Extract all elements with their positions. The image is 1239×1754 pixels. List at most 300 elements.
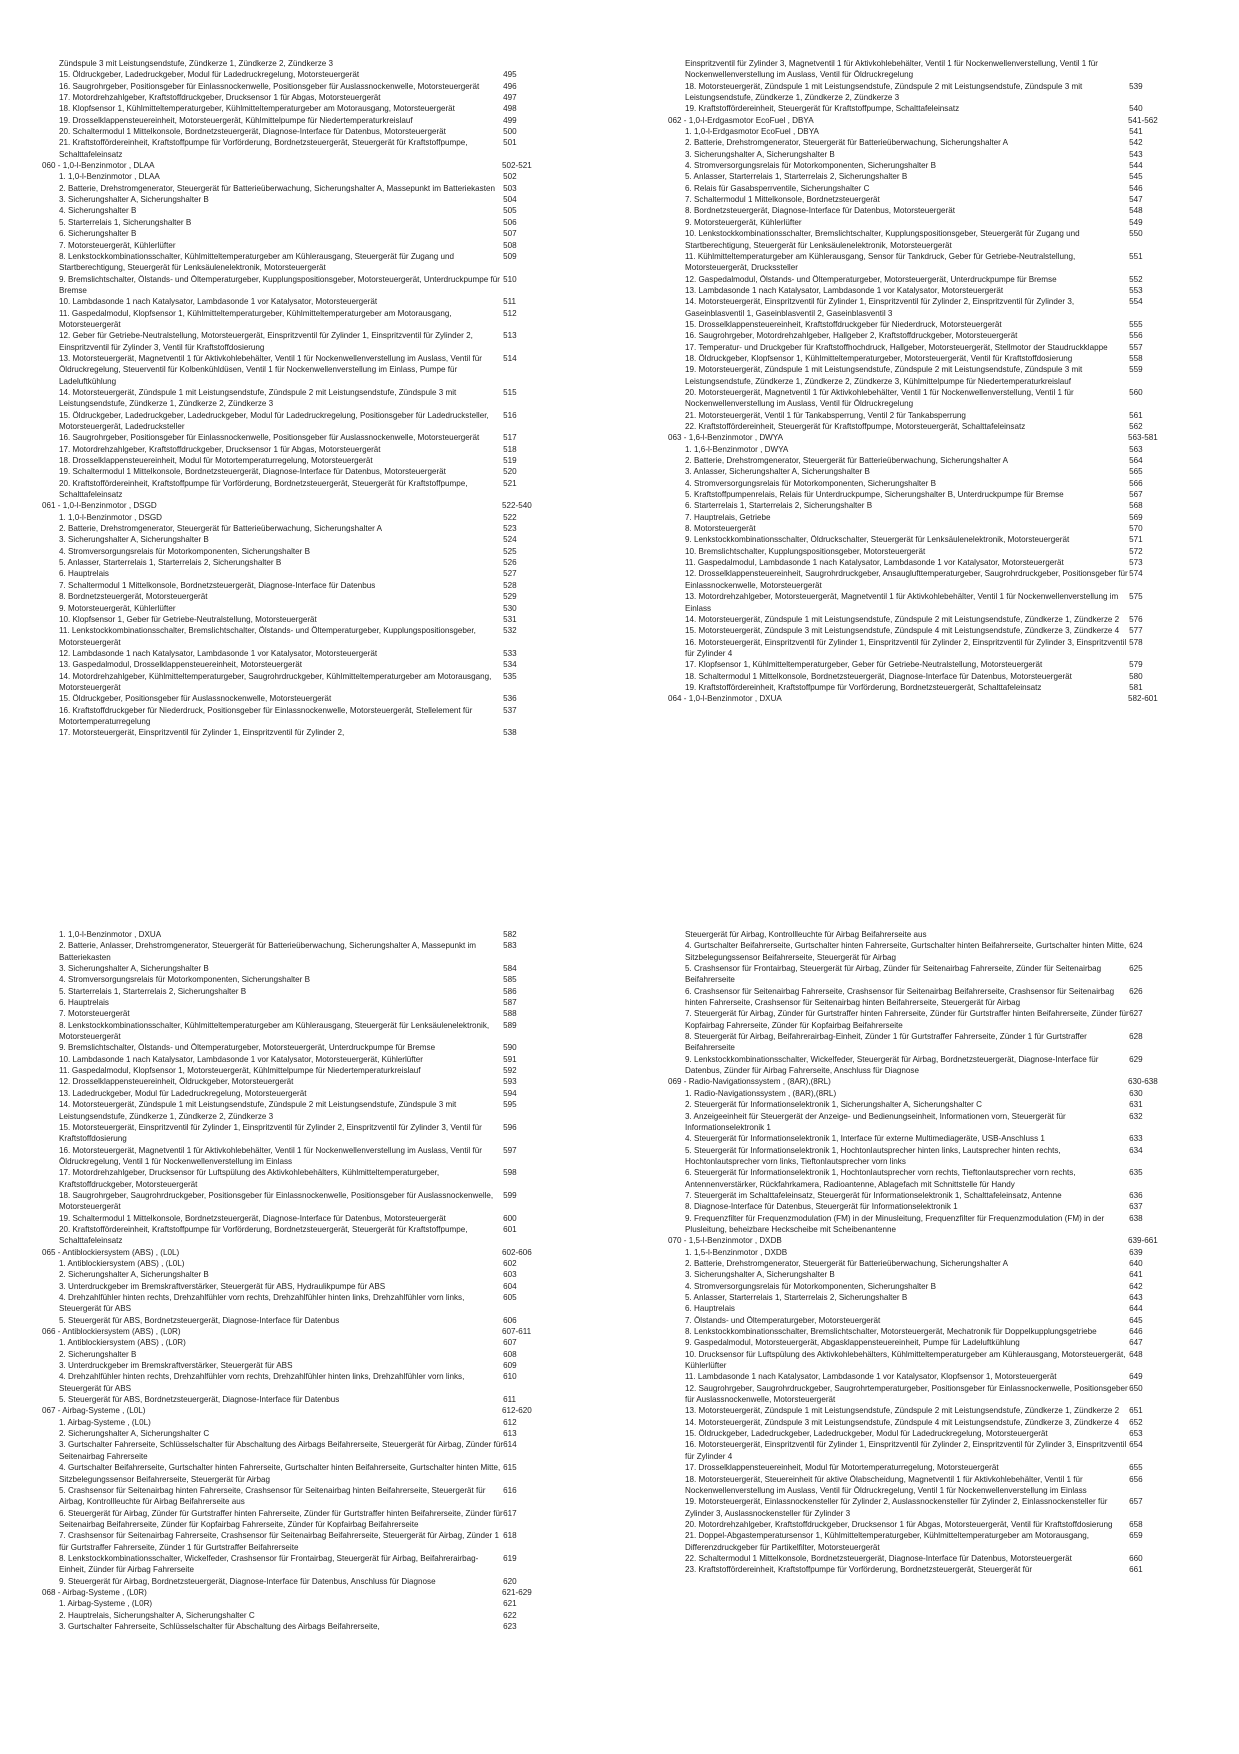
page-number: 635 [1129,1168,1143,1178]
entry-text: 3. Sicherungshalter A, Sicherungshalter B [59,964,209,974]
entry-text: 15. Öldruckgeber, Positionsgeber für Auslassnockenwelle, Motorsteuergerät [59,694,332,704]
page-number: 556 [1129,331,1143,341]
index-entry [668,1213,1173,1236]
page-number: 613 [503,1429,517,1439]
section-title: 068 - Airbag-Systeme , (L0R) [42,1587,147,1597]
page-number: 569 [1129,512,1143,522]
index-entry [42,1190,547,1213]
page-number: 607-611 [502,1327,532,1337]
index-entry [42,444,547,455]
page-number: 567 [1129,490,1143,500]
page-number: 582 [503,930,517,939]
entry-text: 12. Lambdasonde 1 nach Katalysator, Lambdasonde 1 vor Katalysator, Motorsteuergerät [59,648,378,658]
index-entry [42,1167,547,1190]
index-entry [668,963,1173,986]
entry-text: 17. Motorsteuergerät, Einspritzventil für Zylinder 1, Einspritzventil für Zylinder 2, [59,728,345,738]
index-entry [42,330,547,353]
index-entry [668,1349,1173,1372]
index-entry [668,1553,1173,1564]
index-entry [42,1349,547,1360]
entry-text: 4. Gurtschalter Beifahrerseite, Gurtschalter hinten Fahrerseite, Gurtschalter hinten Beifahrerseite, Gurtschalter hinten Mitte, Sitzbelegungssensor Beifahrerseite, Steuergerät für Airbag [685,941,1127,962]
index-entry [668,1564,1173,1575]
entry-text: 3. Unterdruckgeber im Bremskraftverstärker, Steuergerät für ABS, Hydraulikpumpe für ABS [59,1281,386,1291]
entry-text: 3. Gurtschalter Fahrerseite, Schlüsselschalter für Abschaltung des Airbags Beifahrerseite, [59,1621,380,1631]
page-number: 562 [1129,422,1143,431]
index-entry [42,1360,547,1371]
page-number: 499 [503,115,517,125]
index-entry [42,353,547,387]
index-entry [42,1224,547,1247]
entry-text: 1. Antiblockiersystem (ABS) , (L0L) [59,1258,185,1268]
entry-text: 18. Motorsteuergerät, Zündspule 1 mit Leistungsendstufe, Zündspule 2 mit Leistungsendstufe, Zündspule 3 mit Leistungsendstufe, Zündkerze 1, Zündkerze 2, Zündkerze 3 [685,81,1083,103]
entry-text: 18. Drosselklappensteuereinheit, Modul für Motortemperaturregelung, Motorsteuergerät [59,456,373,466]
entry-text: 1. Airbag-Systeme , (L0L) [59,1417,151,1427]
page-number: 570 [1129,524,1143,534]
entry-text: 13. Lambdasonde 1 nach Katalysator, Lambdasonde 1 vor Katalysator, Motorsteuergerät [685,285,1004,295]
entry-text: 16. Saugrohrgeber, Motordrehzahlgeber, Hallgeber 2, Kraftstoffdruckgeber, Motorsteuergerät [685,331,1018,341]
entry-text: 20. Motorsteuergerät, Magnetventil 1 für Aktivkohlebehälter, Ventil 1 für Nockenwellenverstellung, Ventil 1 für Nockenwellenverstellung im Auslass, Ventil für Öldruckregelung [685,387,1074,409]
section-heading [42,1405,547,1416]
entry-text: 13. Motorsteuergerät, Magnetventil 1 für Aktivkohlebehälter, Ventil 1 für Nockenwellenverstellung im Auslass, Ventil für Öldruckregelung, Steuerventil für Kolbenkühldüsen, Ventil 1 für Nockenwellenverstellung im Einlass, Pumpe für Ladeluftkühlung [59,353,482,386]
entry-text: 2. Batterie, Drehstromgenerator, Steuergerät für Batterieüberwachung, Sicherungshalter A [685,456,1009,466]
index-entry [668,1326,1173,1337]
index-entry [668,103,1173,114]
page-number: 637 [1129,1202,1143,1212]
entry-text: 19. Motorsteuergerät, Zündspule 1 mit Leistungsendstufe, Zündspule 2 mit Leistungsendstufe, Zündspule 3 mit Leistungsendstufe, Zündkerze 1, Zündkerze 2, Zündkerze 3, Kühlmittelpumpe für Niedertemperaturkreislauf [685,365,1083,386]
page-number: 584 [503,964,517,974]
entry-text: 15. Motorsteuergerät, Zündspule 3 mit Leistungsendstufe, Zündspule 4 mit Leistungsendstufe, Zündkerze 3, Zündkerze 4 [685,626,1120,636]
page-number: 528 [503,580,517,590]
entry-text: 2. Sicherungshalter A, Sicherungshalter B [59,1270,209,1280]
page-number: 564 [1129,456,1143,466]
index-entry [668,940,1173,963]
index-entry [668,1417,1173,1428]
page-number: 517 [503,433,517,443]
entry-text: 11. Kühlmitteltemperaturgeber am Kühlerausgang, Sensor für Tankdruck, Geber für Getriebe-Neutralstellung, Motorsteuergerät, Druckssteller [685,251,1076,273]
entry-text: 8. Steuergerät für Airbag, Beifahrerairbag-Einheit, Zünder 1 für Gurtstraffer Fahrerseite, Zünder 1 für Gurtstraffer Beifahrerseite [685,1032,1087,1053]
page-number: 641 [1129,1270,1143,1280]
page-number: 611 [503,1395,516,1405]
index-entry [668,455,1173,466]
entry-text: 1. Antiblockiersystem (ABS) , (L0R) [59,1338,186,1348]
index-entry [668,149,1173,160]
page-number: 619 [503,1553,517,1563]
index-entry [668,194,1173,205]
page-number: 521 [503,478,517,488]
index-entry [42,1371,547,1394]
index-entry [668,1054,1173,1077]
entry-text: 2. Batterie, Drehstromgenerator, Steuergerät für Batterieüberwachung, Sicherungshalter A [685,1258,1009,1268]
page-number: 510 [503,274,517,284]
index-entry [42,557,547,568]
page-number: 508 [503,240,517,250]
page-number: 581 [1129,682,1143,692]
entry-text: 15. Öldruckgeber, Ladedruckgeber, Modul für Ladedruckregelung, Motorsteuergerät [59,70,360,80]
index-entry [42,387,547,410]
index-entry [668,58,1173,81]
page-number: 541 [1129,127,1143,137]
index-entry [42,274,547,297]
page-number: 590 [503,1043,517,1053]
page-number: 503 [503,183,517,193]
page-number: 628 [1129,1032,1143,1042]
section-title: 067 - Airbag-Systeme , (L0L) [42,1406,146,1416]
section-heading [668,1235,1173,1246]
index-entry [668,1201,1173,1212]
entry-text: 18. Schaltermodul 1 Mittelkonsole, Bordnetzsteuergerät, Diagnose-Interface für Datenbus, Motorsteuergerät [685,671,1072,681]
index-entry [668,205,1173,216]
index-entry [42,986,547,997]
page-number: 504 [503,195,517,205]
entry-text: 4. Stromversorgungsrelais für Motorkomponenten, Sicherungshalter B [59,975,311,985]
index-entry [42,1621,547,1632]
index-entry [668,1383,1173,1406]
section-heading [42,1587,547,1598]
entry-text: 13. Motorsteuergerät, Zündspule 1 mit Leistungsendstufe, Zündspule 2 mit Leistungsendstufe, Zündkerze 1, Zündkerze 2 [685,1406,1120,1416]
entry-text: 12. Geber für Getriebe-Neutralstellung, Motorsteuergerät, Einspritzventil für Zylinder 1, Einspritzventil für Zylinder 2, Einspritzventil für Zylinder 3, Ventil für Kraftstoffdosierung [59,331,473,352]
page-number: 560 [1129,387,1143,397]
entry-text: 17. Motordrehzahlgeber, Kraftstoffdruckgeber, Drucksensor 1 für Abgas, Motorsteuergerät [59,444,381,454]
page-number: 612 [503,1417,517,1427]
index-entry [42,1269,547,1280]
page-number: 647 [1129,1338,1143,1348]
section-title: 063 - 1,6-l-Benzinmotor , DWYA [668,433,783,443]
page-number: 537 [503,705,517,715]
entry-text: 9. Bremslichtschalter, Ölstands- und Öltemperaturgeber, Kupplungspositionsgeber, Motorsteuergerät, Unterdruckpumpe für Bremse [59,274,500,295]
entry-text: 2. Batterie, Anlasser, Drehstromgenerator, Steuergerät für Batterieüberwachung, Sicherungshalter A, Massepunkt im Batteriekasten [59,941,477,962]
index-entry [42,1292,547,1315]
page-number: 601 [503,1224,517,1234]
entry-text: 1. Radio-Navigationssystem , (8AR),(8RL) [685,1088,837,1098]
index-entry [668,228,1173,251]
index-entry [42,603,547,614]
page-number: 520 [503,467,517,477]
page-number: 610 [503,1372,517,1382]
entry-text: 2. Hauptrelais, Sicherungshalter A, Sicherungshalter C [59,1610,255,1620]
section-heading [42,500,547,511]
index-entry [668,353,1173,364]
index-entry [668,591,1173,614]
index-entry [668,625,1173,636]
entry-text: 13. Gaspedalmodul, Drosselklappensteuereinheit, Motorsteuergerät [59,660,302,670]
page-number: 522 [503,512,517,522]
entry-text: Einspritzventil für Zylinder 3, Magnetventil 1 für Aktivkohlebehälter, Ventil 1 für Nockenwellenverstellung, Ventil 1 für Nockenwellenverstellung im Auslass, Ventil für Öldruckregelung [685,59,1098,80]
entry-text: 7. Steuergerät für Airbag, Zünder für Gurtstraffer hinten Fahrerseite, Zünder für Gurtstraffer hinten Beifahrerseite, Zünder für Kopfairbag Fahrerseite, Zünder für Kopfairbag Beifahrerseite [685,1009,1129,1030]
entry-text: 21. Motorsteuergerät, Ventil 1 für Tankabsperrung, Ventil 2 für Tankabsperrung [685,410,966,420]
index-entry [668,444,1173,455]
page-number: 660 [1129,1553,1143,1563]
index-entry [668,466,1173,477]
page-number: 497 [503,93,517,103]
entry-text: 15. Drosselklappensteuereinheit, Kraftstoffdruckgeber für Niederdruck, Motorsteuergerät [685,319,1002,329]
page-number: 625 [1129,964,1143,974]
entry-text: 2. Sicherungshalter A, Sicherungshalter C [59,1429,210,1439]
index-entry [42,1598,547,1609]
index-entry [668,274,1173,285]
index-entry [42,568,547,579]
entry-text: 16. Saugrohrgeber, Positionsgeber für Einlassnockenwelle, Positionsgeber für Auslassnockenwelle, Motorsteuergerät [59,81,480,91]
index-entry [668,81,1173,104]
entry-text: 5. Anlasser, Starterrelais 1, Starterrelais 2, Sicherungshalter B [59,558,282,568]
entry-text: 7. Schaltermodul 1 Mittelkonsole, Bordnetzsteuergerät [685,195,880,205]
entry-text: 18. Motorsteuergerät, Steuereinheit für aktive Ölabscheidung, Magnetventil 1 für Aktivkohlebehälter, Ventil 1 für Nockenwellenverstellung im Auslass, Ventil für Öldruckregelung, Ventil 1 für Nockenwellenverstellung im Einlass [685,1474,1087,1495]
index-entry [668,160,1173,171]
page-number: 607 [503,1338,517,1348]
entry-text: 8. Bordnetzsteuergerät, Motorsteuergerät [59,592,208,602]
entry-text: 5. Steuergerät für Informationselektronik 1, Hochtonlautsprecher hinten links, Lautsprecher hinten rechts, Hochtonlautsprecher vorn links, Tieftonlautsprecher vorn links [685,1145,1061,1166]
entry-text: 16. Motorsteuergerät, Magnetventil 1 für Aktivkohlebehälter, Ventil 1 für Nockenwellenverstellung im Auslass, Ventil für Öldruckregelung, Ventil 1 für Nockenwellenverstellung im Einlass [59,1145,482,1166]
index-entry [42,1008,547,1019]
entry-text: 7. Crashsensor für Seitenairbag Fahrerseite, Crashsensor für Seitenairbag Beifahrerseite, Steuergerät für Airbag, Zünder 1 für Gurtstraffer Fahrerseite, Zünder 1 für Gurtstraffer Beifahrerseite [59,1531,499,1552]
entry-text: 7. Steuergerät im Schalttafeleinsatz, Steuergerät für Informationselektronik 1, Schalttafeleinsatz, Antenne [685,1190,1062,1200]
page-number: 573 [1129,558,1143,568]
page-number: 532 [503,626,517,636]
entry-text: 3. Anzeigeeinheit für Steuergerät der Anzeige- und Bedienungseinheit, Informationen vorn, Steuergerät für Informationselektronik 1 [685,1111,1066,1132]
index-entry [42,194,547,205]
entry-text: 4. Stromversorgungsrelais für Motorkomponenten, Sicherungshalter B [685,161,937,171]
entry-text: 10. Drucksensor für Luftspülung des Aktivkohlebehälters, Kühlmitteltemperaturgeber am Kühlerausgang, Motorsteuergerät, Kühlerlüfter [685,1349,1126,1371]
page-number: 524 [503,535,517,545]
entry-text: 16. Kraftstoffdruckgeber für Niederdruck, Positionsgeber für Einlassnockenwelle, Motorsteuergerät, Stellelement für Motortemperaturregelung [59,705,473,726]
index-entry [668,929,1173,940]
page-number: 574 [1129,569,1143,579]
entry-text: 4. Stromversorgungsrelais für Motorkomponenten, Sicherungshalter B [59,546,311,556]
entry-text: 10. Lenkstockkombinationsschalter, Bremslichtschalter, Kupplungspositionsgeber, Steuergerät für Zugang und Startberechtigung, Steuergerät für Lenksäulenelektronik, Motorsteuergerät [685,229,1080,250]
entry-text: 1. 1,0-l-Benzinmotor , DSGD [59,512,163,522]
entry-text: 3. Sicherungshalter A, Sicherungshalter B [59,195,209,205]
entry-text: 3. Unterdruckgeber im Bremskraftverstärker, Steuergerät für ABS [59,1361,293,1371]
page-number: 551 [1129,251,1143,261]
entry-text: 14. Motorsteuergerät, Einspritzventil für Zylinder 1, Einspritzventil für Zylinder 2, Einspritzventil für Zylinder 3, Gaseinblasventil 1, Gaseinblasventil 2, Gaseinblasventil 3 [685,297,1075,318]
index-entry [42,997,547,1008]
entry-text: 4. Gurtschalter Beifahrerseite, Gurtschalter hinten Fahrerseite, Gurtschalter hinten Beifahrerseite, Gurtschalter hinten Mitte, Sitzbelegungssensor Beifahrerseite, Steuergerät für Airbag [59,1463,501,1484]
index-entry [668,217,1173,228]
index-entry [42,171,547,182]
index-entry [668,126,1173,137]
page-1-right-column [668,58,1173,705]
index-entry [42,693,547,704]
section-title: 061 - 1,0-l-Benzinmotor , DSGD [42,501,157,511]
page-number: 634 [1129,1145,1143,1155]
index-entry [668,171,1173,182]
page-number: 558 [1129,353,1143,363]
index-entry [42,1122,547,1145]
page-number: 642 [1129,1281,1143,1291]
index-entry [668,183,1173,194]
entry-text: 8. Bordnetzsteuergerät, Diagnose-Interface für Datenbus, Motorsteuergerät [685,206,955,216]
page-number: 645 [1129,1315,1143,1325]
page-number: 650 [1129,1383,1143,1393]
index-entry [668,1530,1173,1553]
page-number: 620 [503,1576,517,1586]
index-entry [42,523,547,534]
index-entry [668,1190,1173,1201]
page-number: 501 [503,138,517,148]
entry-text: 2. Batterie, Drehstromgenerator, Steuergerät für Batterieüberwachung, Sicherungshalter A [685,138,1009,148]
page-number: 544 [1129,161,1143,171]
index-entry [668,1371,1173,1382]
entry-text: 1. 1,6-l-Benzinmotor , DWYA [685,444,789,454]
page-number: 630 [1129,1088,1143,1098]
index-entry [42,1508,547,1531]
entry-text: 5. Steuergerät für ABS, Bordnetzsteuergerät, Diagnose-Interface für Datenbus [59,1315,340,1325]
index-entry [668,296,1173,319]
page-number: 604 [503,1281,517,1291]
index-entry [668,534,1173,545]
page-number: 547 [1129,195,1143,205]
page-number: 600 [503,1213,517,1223]
page-number: 555 [1129,319,1143,329]
entry-text: 11. Lenkstockkombinationsschalter, Bremslichtschalter, Ölstands- und Öltemperaturgeber, Kupplungspositionsgeber, Motorsteuergerät [59,626,476,647]
entry-text: 4. Stromversorgungsrelais für Motorkomponenten, Sicherungshalter B [685,478,937,488]
index-entry [42,1054,547,1065]
page-number: 588 [503,1009,517,1019]
index-entry [668,682,1173,693]
entry-text: 21. Doppel-Abgastemperatursensor 1, Kühlmitteltemperaturgeber, Kühlmitteltemperaturgeber am Motorausgang, Differenzdruckgeber für Partikelfilter, Motorsteuergerät [685,1531,1090,1552]
page-number: 585 [503,975,517,985]
index-entry [42,1485,547,1508]
entry-text: 19. Schaltermodul 1 Mittelkonsole, Bordnetzsteuergerät, Diagnose-Interface für Datenbus, Motorsteuergerät [59,467,446,477]
page-1-left-column [42,58,547,739]
index-entry [42,1576,547,1587]
page-number: 626 [1129,986,1143,996]
page-number: 638 [1129,1213,1143,1223]
entry-text: 13. Ladedruckgeber, Modul für Ladedruckregelung, Motorsteuergerät [59,1088,307,1098]
index-entry [42,727,547,738]
entry-text: 9. Motorsteuergerät, Kühlerlüfter [59,603,176,613]
index-entry [42,137,547,160]
page-number: 624 [1129,941,1143,951]
entry-text: 20. Kraftstoffördereinheit, Kraftstoffpumpe für Vorförderung, Bordnetzsteuergerät, Steuergerät für Kraftstoffpumpe, Schalttafeleinsatz [59,1224,468,1246]
index-entry [668,1315,1173,1326]
index-entry [42,546,547,557]
index-entry [668,1496,1173,1519]
entry-text: 17. Klopfsensor 1, Kühlmitteltemperaturgeber, Geber für Getriebe-Neutralstellung, Motorsteuergerät [685,660,1043,670]
page-number: 653 [1129,1429,1143,1439]
entry-text: 17. Temperatur- und Druckgeber für Kraftstoffhochdruck, Hallgeber, Motorsteuergerät, Stellmotor der Staudruckklappe [685,342,1108,352]
page-number: 602 [503,1258,517,1268]
index-entry [42,974,547,985]
page-number: 572 [1129,546,1143,556]
entry-text: 3. Sicherungshalter A, Sicherungshalter B [685,1270,835,1280]
page-number: 644 [1129,1304,1143,1314]
page-number: 597 [503,1145,517,1155]
entry-text: 8. Motorsteuergerät [685,524,756,534]
index-entry [668,1145,1173,1168]
page-number: 661 [1129,1565,1143,1575]
entry-text: 5. Crashsensor für Frontairbag, Steuergerät für Airbag, Zünder für Seitenairbag Fahrerseite, Zünder für Seitenairbag Beifahrerseite [685,964,1102,985]
entry-text: 6. Steuergerät für Informationselektronik 1, Hochtonlautsprecher vorn rechts, Tieftonlautsprecher vorn rechts, Antennenverstärker, Rückfahrkamera, Radioantenne, Ablagefach mit Schnittstelle für Handy [685,1168,1076,1189]
page-number: 655 [1129,1463,1143,1473]
page-number: 649 [1129,1372,1143,1382]
section-heading [668,693,1173,704]
page-number: 598 [503,1168,517,1178]
page-number: 603 [503,1270,517,1280]
entry-text: 22. Kraftstoffördereinheit, Steuergerät für Kraftstoffpumpe, Motorsteuergerät, Schalttafeleinsatz [685,422,1026,431]
page-number: 608 [503,1349,517,1359]
index-entry [42,1099,547,1122]
page-number: 579 [1129,660,1143,670]
index-entry [42,929,547,940]
page-number: 525 [503,546,517,556]
page-number: 549 [1129,217,1143,227]
index-entry [42,1315,547,1326]
page-number: 648 [1129,1349,1143,1359]
page-number: 571 [1129,535,1143,545]
entry-text: 1. Airbag-Systeme , (L0R) [59,1599,153,1609]
entry-text: 9. Frequenzfilter für Frequenzmodulation (FM) in der Minusleitung, Frequenzfilter für Frequenzmodulation (FM) in der Plusleitung, beheizbare Heckscheibe mit Scheibenantenne [685,1213,1105,1234]
index-entry [668,614,1173,625]
entry-text: 14. Motorsteuergerät, Zündspule 1 mit Leistungsendstufe, Zündspule 2 mit Leistungsendstufe, Zündspule 3 mit Leistungsendstufe, Zündkerze 1, Zündkerze 2, Zündkerze 3 [59,387,457,409]
page-number: 561 [1129,410,1143,420]
index-entry [42,183,547,194]
page-number: 563 [1129,444,1143,454]
entry-text: 9. Bremslichtschalter, Ölstands- und Öltemperaturgeber, Motorsteuergerät, Unterdruckpumpe für Bremse [59,1043,436,1053]
page-number: 651 [1129,1406,1143,1416]
index-entry [668,1474,1173,1497]
index-entry [668,500,1173,511]
page-number: 545 [1129,172,1143,182]
page-number: 643 [1129,1293,1143,1302]
page-number: 657 [1129,1497,1143,1507]
entry-text: 12. Gaspedalmodul, Ölstands- und Öltemperaturgeber, Motorsteuergerät, Unterdruckpumpe für Bremse [685,274,1057,284]
index-entry [668,1428,1173,1439]
entry-text: 20. Kraftstoffördereinheit, Kraftstoffpumpe für Vorförderung, Bordnetzsteuergerät, Steuergerät für Kraftstoffpumpe, Schalttafeleinsatz [59,478,468,500]
index-entry [42,126,547,137]
page-number: 535 [503,671,517,681]
index-entry [668,1167,1173,1190]
entry-text: 9. Steuergerät für Airbag, Bordnetzsteuergerät, Diagnose-Interface für Datenbus, Anschluss für Diagnose [59,1576,436,1586]
entry-text: 17. Motordrehzahlgeber, Kraftstoffdruckgeber, Drucksensor 1 für Abgas, Motorsteuergerät [59,93,381,103]
page-number: 614 [503,1440,517,1450]
entry-text: 19. Drosselklappensteuereinheit, Motorsteuergerät, Kühlmittelpumpe für Niedertemperaturkreislauf [59,115,413,125]
index-entry [668,330,1173,341]
page-number: 536 [503,694,517,704]
entry-text: 9. Lenkstockkombinationsschalter, Öldruckschalter, Steuergerät für Lenksäulenelektronik, Motorsteuergerät [685,535,1070,545]
entry-text: 4. Drehzahlfühler hinten rechts, Drehzahlfühler vorn rechts, Drehzahlfühler hinten links, Drehzahlfühler vorn links, Steuergerät für ABS [59,1293,465,1314]
index-entry [668,1281,1173,1292]
page-number: 639-661 [1128,1236,1158,1246]
index-entry [42,963,547,974]
entry-text: 6. Sicherungshalter B [59,229,137,239]
page-number: 543 [1129,149,1143,159]
page-number: 553 [1129,285,1143,295]
entry-text: 15. Öldruckgeber, Ladedruckgeber, Ladedruckgeber, Modul für Ladedruckregelung, Positionsgeber für Ladedrucksteller, Motorsteuergerät, Ladedrucksteller [59,410,489,431]
index-entry [42,1394,547,1405]
page-number: 518 [503,444,517,454]
entry-text: 20. Motordrehzahlgeber, Kraftstoffdruckgeber, Drucksensor 1 für Abgas, Motorsteuergerät, Ventil für Kraftstoffdosierung [685,1519,1113,1529]
index-entry [42,534,547,545]
index-entry [42,1258,547,1269]
page-number: 580 [1129,671,1143,681]
page-number: 540 [1129,104,1143,114]
page-2-left-column [42,929,547,1632]
section-heading [42,1247,547,1258]
index-entry [668,421,1173,432]
index-entry [42,591,547,602]
index-entry [42,432,547,443]
section-title: 062 - 1,0-l-Erdgasmotor EcoFuel , DBYA [668,115,814,125]
index-entry [668,637,1173,660]
page-number: 563-581 [1128,433,1158,443]
entry-text: 7. Ölstands- und Öltemperaturgeber, Motorsteuergerät [685,1315,881,1325]
page-number: 530 [503,603,517,613]
page-number: 552 [1129,274,1143,284]
entry-text: 5. Anlasser, Starterrelais 1, Starterrelais 2, Sicherungshalter B [685,1293,908,1302]
entry-text: 19. Kraftstoffördereinheit, Steuergerät für Kraftstoffpumpe, Schalttafeleinsatz [685,104,960,114]
entry-text: 15. Motorsteuergerät, Einspritzventil für Zylinder 1, Einspritzventil für Zylinder 2, Einspritzventil für Zylinder 3, Ventil für Kraftstoffdosierung [59,1122,482,1144]
entry-text: 4. Sicherungshalter B [59,206,137,216]
